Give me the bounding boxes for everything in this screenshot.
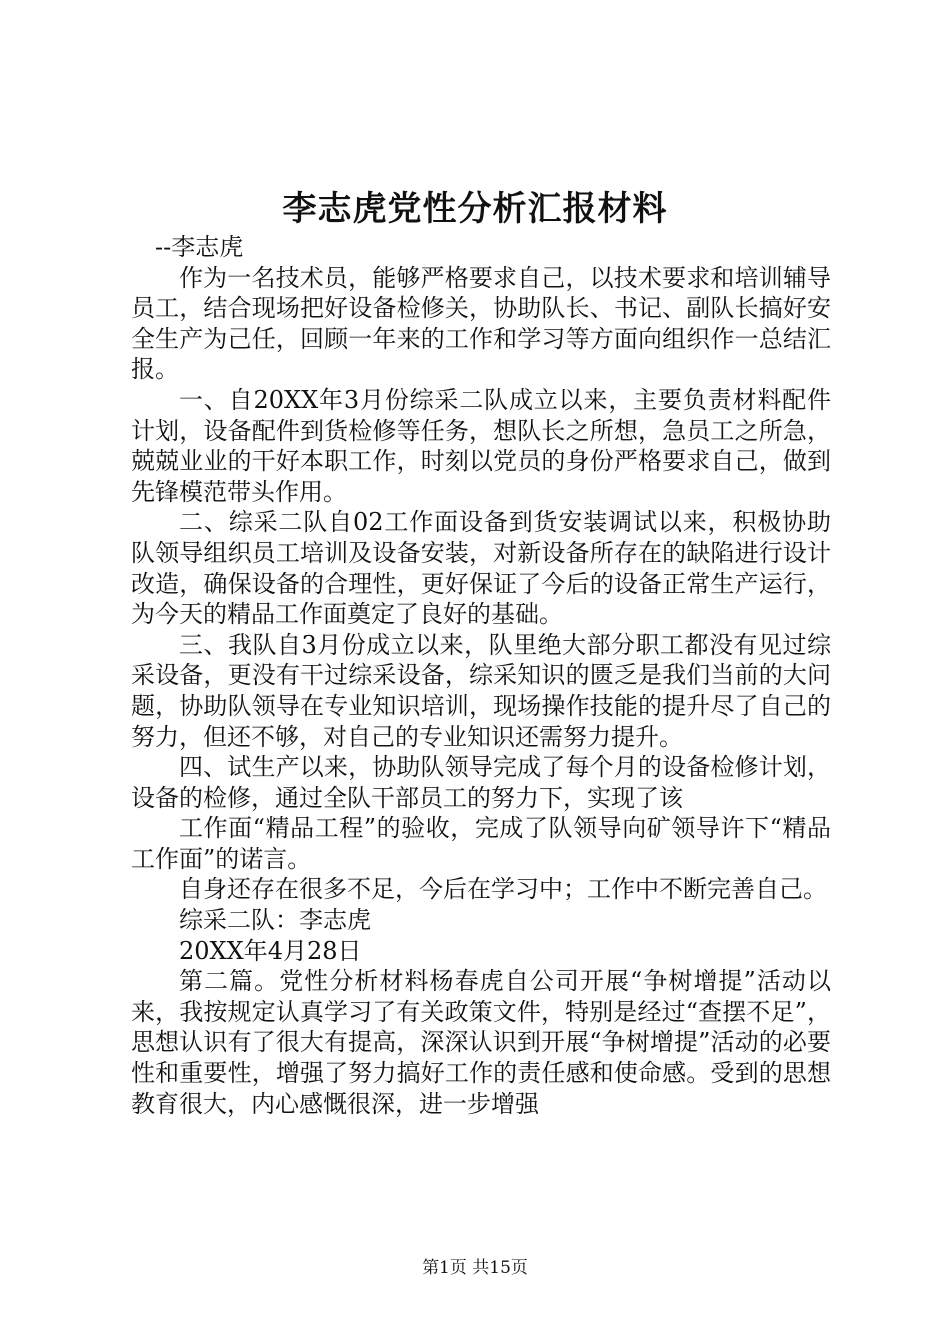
signature-team: 综采二队：李志虎 bbox=[179, 906, 371, 935]
paragraph-section-2: 二、综采二队自02工作面设备到货安装调试以来，积极协助队领导组织员工培训及设备安装，对新设备所存在的缺陷进行设计改造，确保设备的合理性，更好保证了今后的设备正常生产运行，为今天的精品工作面奠定了良好的基础。 bbox=[131, 508, 831, 629]
paragraph-second-article: 第二篇。党性分析材料杨春虎自公司开展“争树增提”活动以来，我按规定认真学习了有关政策文件，特别是经过“查摆不足”，思想认识有了很大有提高，深深认识到开展“争树增提”活动的必要性和重要性，增强了努力搞好工作的责任感和使命感。受到的思想教育很大，内心感慨很深，进一步增强 bbox=[131, 967, 831, 1118]
paragraph-self-reflection: 自身还存在很多不足，今后在学习中；工作中不断完善自己。 bbox=[179, 875, 827, 904]
document-title: 李志虎党性分析汇报材料 bbox=[282, 189, 668, 229]
paragraph-section-3: 三、我队自3月份成立以来，队里绝大部分职工都没有见过综采设备，更没有干过综采设备，综采知识的匮乏是我们当前的大问题，协助队领导在专业知识培训，现场操作技能的提升尽了自己的努力，但还不够，对自己的专业知识还需努力提升。 bbox=[131, 630, 831, 751]
page-footer: 第1页 共15页 bbox=[422, 1258, 528, 1278]
signature-date: 20XX年4月28日 bbox=[179, 936, 362, 965]
author-line: --李志虎 bbox=[155, 233, 244, 261]
paragraph-section-4-continued: 工作面“精品工程”的验收，完成了队领导向矿领导许下“精品工作面”的诺言。 bbox=[131, 814, 831, 873]
paragraph-section-1: 一、自20XX年3月份综采二队成立以来，主要负责材料配件计划，设备配件到货检修等任务，想队长之所想，急员工之所急，兢兢业业的干好本职工作，时刻以党员的身份严格要求自己，做到先锋模范带头作用。 bbox=[131, 385, 831, 506]
paragraph-section-4: 四、试生产以来，协助队领导完成了每个月的设备检修计划，设备的检修，通过全队干部员工的努力下，实现了该 bbox=[131, 753, 831, 812]
paragraph-intro: 作为一名技术员，能够严格要求自己，以技术要求和培训辅导员工，结合现场把好设备检修关，协助队长、书记、副队长搞好安全生产为己任，回顾一年来的工作和学习等方面向组织作一总结汇报。 bbox=[131, 263, 831, 384]
document-body bbox=[131, 232, 831, 1119]
